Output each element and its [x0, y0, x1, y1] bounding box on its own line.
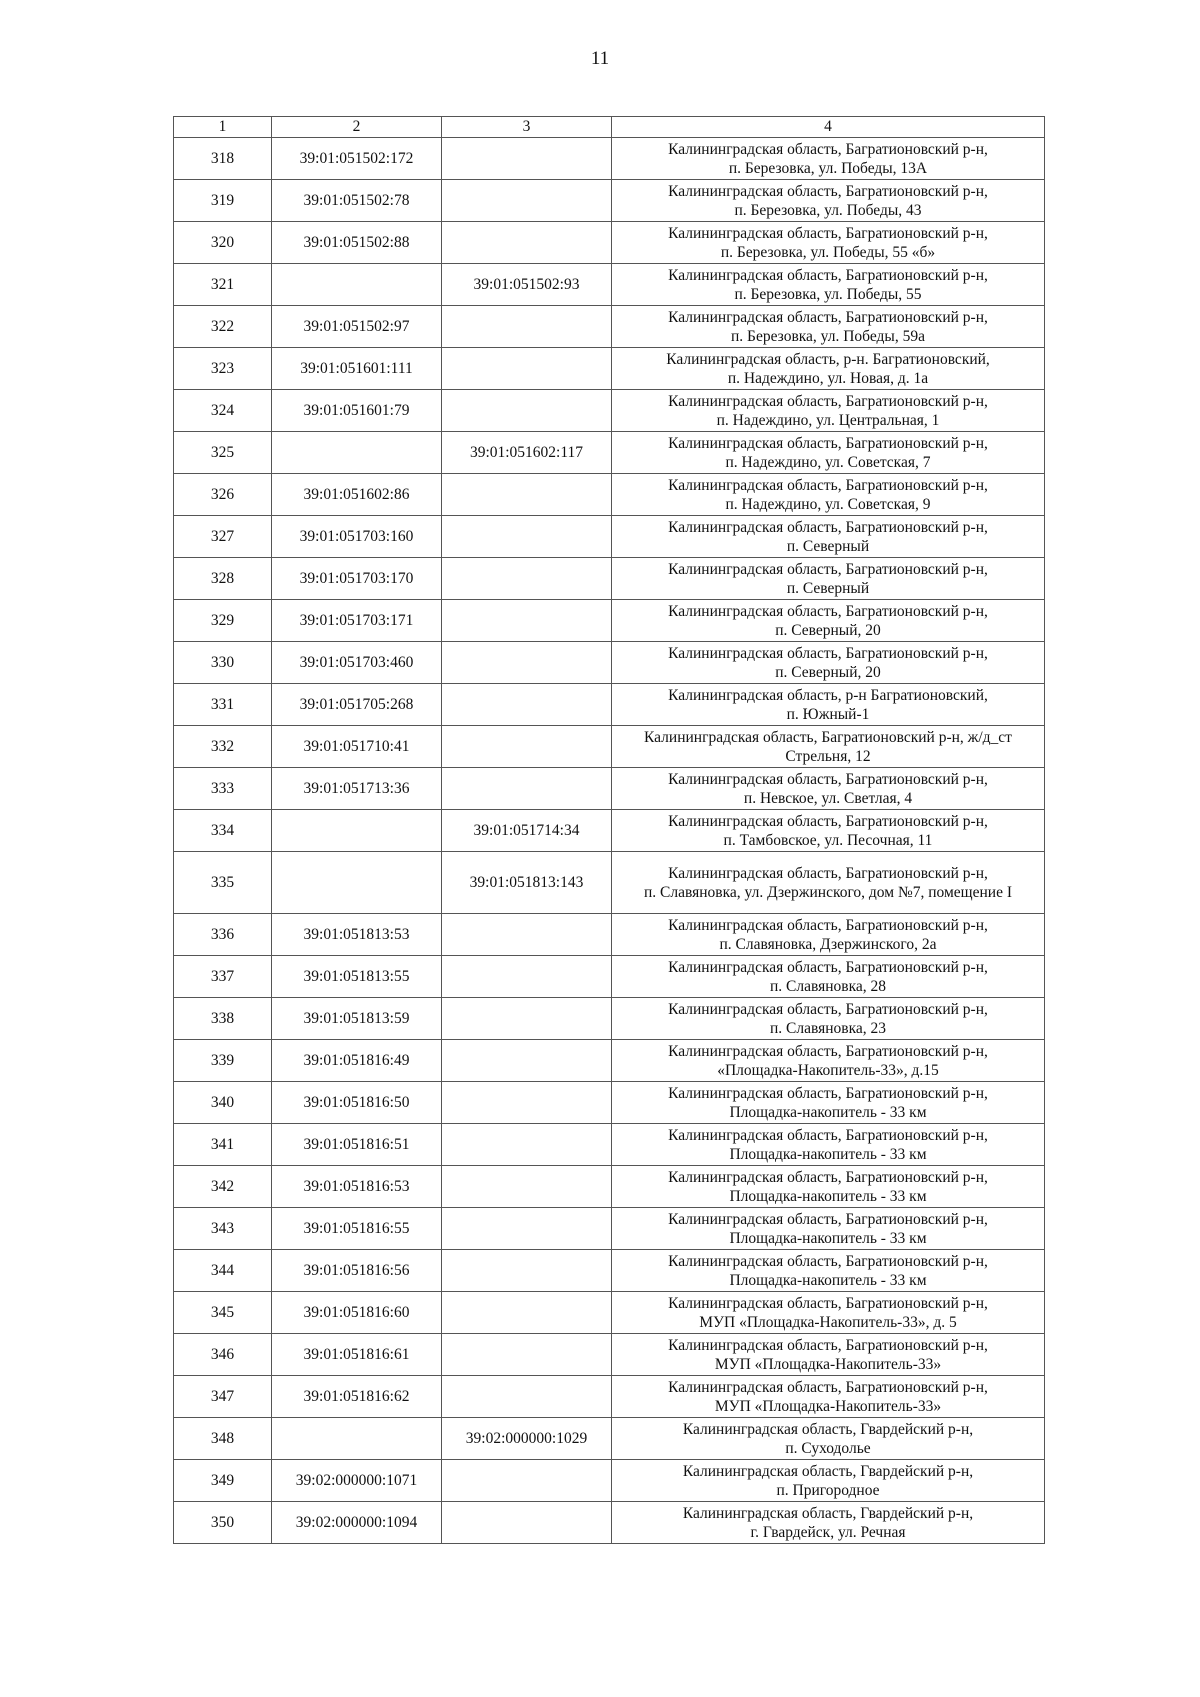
address-line-1: Калининградская область, Багратионовский р-н,	[668, 958, 988, 976]
row-number: 319	[174, 180, 272, 222]
table-row	[174, 1502, 1045, 1544]
address-line-2: п. Северный	[786, 537, 870, 555]
address-cell	[612, 810, 1045, 852]
table-row	[174, 138, 1045, 180]
row-number: 331	[174, 684, 272, 726]
address-line-1: Калининградская область, Багратионовский р-н,	[668, 392, 988, 410]
address-line-2: п. Надеждино, ул. Центральная, 1	[716, 411, 940, 429]
row-number: 336	[174, 914, 272, 956]
cadastral-number-col2: 39:01:051816:60	[272, 1292, 442, 1334]
address-line-2: п. Славяновка, 23	[769, 1019, 887, 1037]
address-cell	[612, 642, 1045, 684]
address-line-1: Калининградская область, Багратионовский р-н,	[668, 1126, 988, 1144]
address-cell	[612, 1250, 1045, 1292]
address-line-2: п. Славяновка, 28	[769, 977, 887, 995]
address-line-1: Калининградская область, Багратионовский р-н,	[668, 1294, 988, 1312]
address-cell	[612, 474, 1045, 516]
address-line-2: п. Южный-1	[786, 705, 870, 723]
row-number: 325	[174, 432, 272, 474]
cadastral-number-col3	[442, 998, 612, 1040]
cadastral-number-col2: 39:01:051601:111	[272, 348, 442, 390]
row-number: 333	[174, 768, 272, 810]
address-line-2: п. Суходолье	[785, 1439, 871, 1457]
address-cell	[612, 1124, 1045, 1166]
address-line-2: п. Березовка, ул. Победы, 43	[734, 201, 922, 219]
cadastral-number-col3	[442, 1040, 612, 1082]
row-number: 329	[174, 600, 272, 642]
cadastral-number-col3	[442, 474, 612, 516]
cadastral-number-col2: 39:01:051703:160	[272, 516, 442, 558]
cadastral-number-col2: 39:02:000000:1071	[272, 1460, 442, 1502]
table-row	[174, 642, 1045, 684]
row-number: 324	[174, 390, 272, 432]
address-line-1: Калининградская область, Багратионовский р-н,	[668, 518, 988, 536]
row-number: 340	[174, 1082, 272, 1124]
cadastral-number-col3: 39:02:000000:1029	[442, 1418, 612, 1460]
cadastral-number-col2: 39:01:051705:268	[272, 684, 442, 726]
cadastral-number-col3	[442, 1250, 612, 1292]
cadastral-number-col3	[442, 914, 612, 956]
cadastral-number-col3: 39:01:051502:93	[442, 264, 612, 306]
address-cell	[612, 180, 1045, 222]
row-number: 330	[174, 642, 272, 684]
address-cell	[612, 1460, 1045, 1502]
address-cell	[612, 852, 1045, 914]
cadastral-number-col3: 39:01:051602:117	[442, 432, 612, 474]
table-row	[174, 390, 1045, 432]
address-line-1: Калининградская область, Багратионовский р-н,	[668, 1210, 988, 1228]
address-cell	[612, 1208, 1045, 1250]
address-line-2: г. Гвардейск, ул. Речная	[750, 1523, 906, 1541]
address-cell	[612, 264, 1045, 306]
address-line-1: Калининградская область, Багратионовский р-н,	[668, 266, 988, 284]
row-number: 342	[174, 1166, 272, 1208]
cadastral-number-col2: 39:01:051502:78	[272, 180, 442, 222]
cadastral-number-col2: 39:01:051816:62	[272, 1376, 442, 1418]
address-cell	[612, 432, 1045, 474]
table-row	[174, 1166, 1045, 1208]
cadastral-number-col2: 39:01:051703:460	[272, 642, 442, 684]
cadastral-number-col3	[442, 684, 612, 726]
cadastral-number-col3	[442, 768, 612, 810]
address-line-1: Калининградская область, Багратионовский р-н,	[668, 308, 988, 326]
address-cell	[612, 1040, 1045, 1082]
address-line-1: Калининградская область, Багратионовский р-н,	[668, 812, 988, 830]
address-line-2: Стрельня, 12	[785, 747, 871, 765]
address-line-1: Калининградская область, Багратионовский р-н,	[668, 476, 988, 494]
address-cell	[612, 726, 1045, 768]
cadastral-number-col2: 39:01:051502:88	[272, 222, 442, 264]
table-row	[174, 956, 1045, 998]
address-line-2: п. Северный, 20	[775, 621, 881, 639]
address-line-2: Площадка-накопитель - 33 км	[729, 1145, 927, 1163]
address-line-1: Калининградская область, Багратионовский р-н,	[668, 1336, 988, 1354]
table-row	[174, 432, 1045, 474]
address-line-1: Калининградская область, Багратионовский р-н,	[668, 644, 988, 662]
address-cell	[612, 306, 1045, 348]
cadastral-number-col3	[442, 1502, 612, 1544]
address-line-1: Калининградская область, Багратионовский р-н,	[668, 770, 988, 788]
cadastral-number-col3	[442, 1124, 612, 1166]
address-line-2: п. Пригородное	[776, 1481, 880, 1499]
cadastral-number-col3	[442, 390, 612, 432]
address-line-2: МУП «Площадка-Накопитель-33»	[714, 1355, 942, 1373]
address-cell	[612, 1334, 1045, 1376]
cadastral-number-col3	[442, 1376, 612, 1418]
table-row	[174, 1334, 1045, 1376]
table-row	[174, 1250, 1045, 1292]
row-number: 347	[174, 1376, 272, 1418]
address-line-1: Калининградская область, Багратионовский р-н, ж/д_ст	[644, 728, 1012, 746]
address-cell	[612, 914, 1045, 956]
cadastral-number-col2	[272, 432, 442, 474]
table-row	[174, 474, 1045, 516]
cadastral-number-col3	[442, 1082, 612, 1124]
column-header-3: 3	[442, 117, 612, 138]
cadastral-number-col2: 39:01:051816:56	[272, 1250, 442, 1292]
address-line-2: Площадка-накопитель - 33 км	[729, 1271, 927, 1289]
cadastral-number-col2: 39:02:000000:1094	[272, 1502, 442, 1544]
row-number: 321	[174, 264, 272, 306]
cadastral-number-col3	[442, 1166, 612, 1208]
row-number: 350	[174, 1502, 272, 1544]
address-line-2: МУП «Площадка-Накопитель-33»	[714, 1397, 942, 1415]
row-number: 337	[174, 956, 272, 998]
table-row	[174, 1040, 1045, 1082]
table-row	[174, 1082, 1045, 1124]
address-line-1: Калининградская область, Гвардейский р-н,	[682, 1504, 974, 1522]
cadastral-number-col2: 39:01:051502:172	[272, 138, 442, 180]
address-line-1: Калининградская область, р-н Багратионовский,	[668, 686, 988, 704]
row-number: 332	[174, 726, 272, 768]
column-header-1: 1	[174, 117, 272, 138]
column-header-4: 4	[612, 117, 1045, 138]
cadastral-number-col2	[272, 810, 442, 852]
cadastral-number-col3	[442, 1292, 612, 1334]
address-cell	[612, 1376, 1045, 1418]
table-row	[174, 1124, 1045, 1166]
address-line-2: Площадка-накопитель - 33 км	[729, 1187, 927, 1205]
address-cell	[612, 684, 1045, 726]
address-cell	[612, 222, 1045, 264]
address-line-1: Калининградская область, Багратионовский р-н,	[668, 1000, 988, 1018]
address-cell	[612, 1418, 1045, 1460]
address-line-2: п. Невское, ул. Светлая, 4	[743, 789, 913, 807]
row-number: 327	[174, 516, 272, 558]
address-line-1: Калининградская область, Багратионовский р-н,	[668, 1084, 988, 1102]
table-row	[174, 516, 1045, 558]
row-number: 345	[174, 1292, 272, 1334]
address-line-2: «Площадка-Накопитель-33», д.15	[717, 1061, 939, 1079]
address-line-1: Калининградская область, Багратионовский р-н,	[668, 182, 988, 200]
cadastral-number-col2: 39:01:051601:79	[272, 390, 442, 432]
table-row	[174, 264, 1045, 306]
cadastral-number-col2: 39:01:051602:86	[272, 474, 442, 516]
table-row	[174, 1418, 1045, 1460]
cadastral-number-col2: 39:01:051502:97	[272, 306, 442, 348]
address-line-1: Калининградская область, Багратионовский р-н,	[668, 1042, 988, 1060]
table-row	[174, 1292, 1045, 1334]
table-row	[174, 222, 1045, 264]
cadastral-number-col3	[442, 306, 612, 348]
address-line-1: Калининградская область, Багратионовский р-н,	[668, 916, 988, 934]
address-line-2: п. Тамбовское, ул. Песочная, 11	[723, 831, 933, 849]
address-line-2: п. Надеждино, ул. Советская, 9	[725, 495, 931, 513]
cadastral-number-col2	[272, 852, 442, 914]
cadastral-number-col3	[442, 726, 612, 768]
address-cell	[612, 1292, 1045, 1334]
cadastral-number-col3	[442, 600, 612, 642]
address-cell	[612, 348, 1045, 390]
cadastral-number-col2: 39:01:051813:59	[272, 998, 442, 1040]
cadastral-number-col2: 39:01:051813:55	[272, 956, 442, 998]
address-line-1: Калининградская область, Гвардейский р-н,	[682, 1462, 974, 1480]
address-line-2: п. Надеждино, ул. Советская, 7	[725, 453, 931, 471]
cadastral-number-col3	[442, 138, 612, 180]
cadastral-number-col2: 39:01:051816:61	[272, 1334, 442, 1376]
address-line-1: Калининградская область, Багратионовский р-н,	[668, 560, 988, 578]
cadastral-number-col3	[442, 516, 612, 558]
cadastral-number-col2: 39:01:051710:41	[272, 726, 442, 768]
address-line-2: п. Березовка, ул. Победы, 59а	[731, 327, 925, 345]
cadastral-number-col3	[442, 1460, 612, 1502]
address-cell	[612, 768, 1045, 810]
table-header-row	[174, 117, 1045, 138]
cadastral-number-col2: 39:01:051816:53	[272, 1166, 442, 1208]
row-number: 344	[174, 1250, 272, 1292]
address-line-2: п. Березовка, ул. Победы, 55 «б»	[720, 243, 936, 261]
row-number: 341	[174, 1124, 272, 1166]
table-row	[174, 348, 1045, 390]
row-number: 346	[174, 1334, 272, 1376]
address-line-2: п. Березовка, ул. Победы, 55	[734, 285, 922, 303]
address-line-2: Площадка-накопитель - 33 км	[729, 1103, 927, 1121]
cadastral-number-col2: 39:01:051703:170	[272, 558, 442, 600]
cadastral-number-col3: 39:01:051813:143	[442, 852, 612, 914]
row-number: 326	[174, 474, 272, 516]
address-line-2: п. Северный	[786, 579, 870, 597]
address-cell	[612, 138, 1045, 180]
address-line-1: Калининградская область, Багратионовский р-н,	[668, 1378, 988, 1396]
row-number: 349	[174, 1460, 272, 1502]
cadastral-number-col3	[442, 222, 612, 264]
row-number: 348	[174, 1418, 272, 1460]
address-line-1: Калининградская область, Багратионовский р-н,	[668, 1168, 988, 1186]
cadastral-number-col2	[272, 264, 442, 306]
table-row	[174, 726, 1045, 768]
page-number: 11	[590, 48, 610, 69]
address-cell	[612, 600, 1045, 642]
address-line-1: Калининградская область, Багратионовский р-н,	[668, 602, 988, 620]
cadastral-number-col3	[442, 1334, 612, 1376]
address-cell	[612, 998, 1045, 1040]
cadastral-number-col3	[442, 558, 612, 600]
address-line-2: Площадка-накопитель - 33 км	[729, 1229, 927, 1247]
table-row	[174, 306, 1045, 348]
address-line-1: Калининградская область, Багратионовский р-н,	[668, 864, 988, 882]
table-row	[174, 998, 1045, 1040]
row-number: 323	[174, 348, 272, 390]
table-row	[174, 914, 1045, 956]
row-number: 339	[174, 1040, 272, 1082]
table-row	[174, 600, 1045, 642]
row-number: 318	[174, 138, 272, 180]
table-row	[174, 1376, 1045, 1418]
address-line-2: п. Славяновка, Дзержинского, 2а	[719, 935, 937, 953]
table-row	[174, 768, 1045, 810]
cadastral-number-col3	[442, 956, 612, 998]
column-header-2: 2	[272, 117, 442, 138]
table-row	[174, 180, 1045, 222]
row-number: 343	[174, 1208, 272, 1250]
address-line-1: Калининградская область, Багратионовский р-н,	[668, 1252, 988, 1270]
address-cell	[612, 1502, 1045, 1544]
address-line-1: Калининградская область, Гвардейский р-н,	[682, 1420, 974, 1438]
table-row	[174, 852, 1045, 914]
address-cell	[612, 956, 1045, 998]
table-body	[174, 117, 1045, 1544]
address-line-1: Калининградская область, Багратионовский р-н,	[668, 224, 988, 242]
cadastral-number-col2: 39:01:051713:36	[272, 768, 442, 810]
cadastral-number-col2: 39:01:051813:53	[272, 914, 442, 956]
address-cell	[612, 516, 1045, 558]
row-number: 334	[174, 810, 272, 852]
address-line-1: Калининградская область, р-н. Багратионовский,	[666, 350, 990, 368]
address-line-2: п. Северный, 20	[775, 663, 881, 681]
address-line-2: п. Березовка, ул. Победы, 13А	[728, 159, 928, 177]
row-number: 322	[174, 306, 272, 348]
address-cell	[612, 1082, 1045, 1124]
row-number: 320	[174, 222, 272, 264]
address-line-2: МУП «Площадка-Накопитель-33», д. 5	[699, 1313, 957, 1331]
table-row	[174, 558, 1045, 600]
address-cell	[612, 558, 1045, 600]
cadastral-number-col3	[442, 642, 612, 684]
table-row	[174, 810, 1045, 852]
address-cell	[612, 390, 1045, 432]
address-cell	[612, 1166, 1045, 1208]
table-row	[174, 684, 1045, 726]
address-line-1: Калининградская область, Багратионовский р-н,	[668, 140, 988, 158]
address-line-1: Калининградская область, Багратионовский р-н,	[668, 434, 988, 452]
cadastral-number-col3: 39:01:051714:34	[442, 810, 612, 852]
address-line-2: п. Надеждино, ул. Новая, д. 1а	[727, 369, 929, 387]
address-line-2: п. Славяновка, ул. Дзержинского, дом №7, помещение I	[643, 883, 1012, 901]
cadastral-number-col2: 39:01:051816:55	[272, 1208, 442, 1250]
cadastral-number-col2: 39:01:051816:51	[272, 1124, 442, 1166]
cadastral-number-col3	[442, 1208, 612, 1250]
cadastral-number-col2: 39:01:051816:49	[272, 1040, 442, 1082]
cadastral-number-col2	[272, 1418, 442, 1460]
table-row	[174, 1460, 1045, 1502]
row-number: 338	[174, 998, 272, 1040]
cadastral-number-col2: 39:01:051703:171	[272, 600, 442, 642]
table-row	[174, 1208, 1045, 1250]
property-table	[173, 116, 1045, 1544]
row-number: 335	[174, 852, 272, 914]
row-number: 328	[174, 558, 272, 600]
cadastral-number-col2: 39:01:051816:50	[272, 1082, 442, 1124]
cadastral-number-col3	[442, 180, 612, 222]
cadastral-number-col3	[442, 348, 612, 390]
